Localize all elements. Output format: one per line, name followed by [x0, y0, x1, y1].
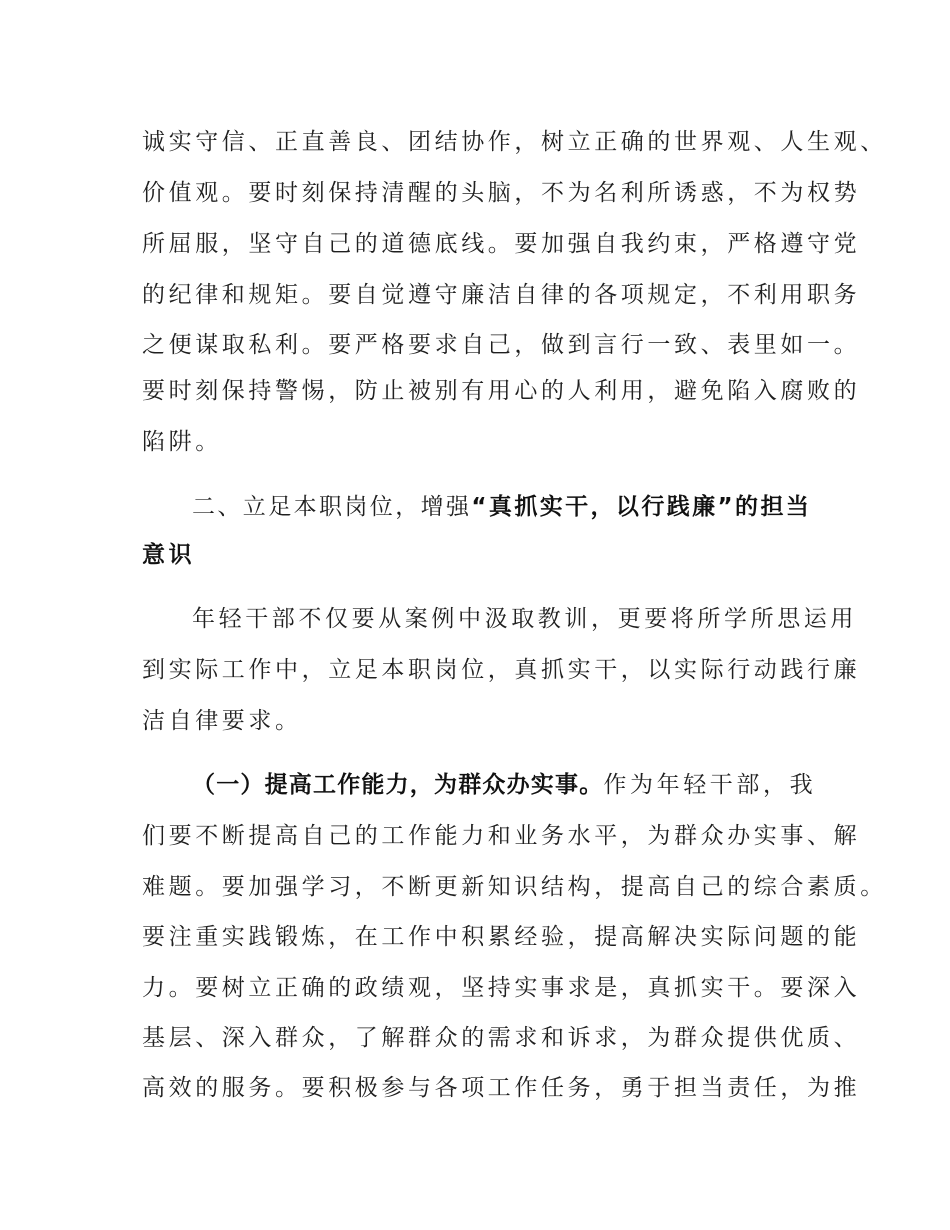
section-heading-line-2: 意识 — [142, 542, 196, 568]
paragraph-3-line-1 — [192, 769, 816, 801]
paragraph-3-line-3: 难题。要加强学习，不断更新知识结构，提高自己的综合素质。 — [142, 874, 887, 900]
section-heading-prefix: 二、立足本职岗位，增强 — [192, 494, 472, 520]
paragraph-1-line-5: 之便谋取私利。要严格要求自己，做到言行一致、表里如一。 — [142, 332, 861, 358]
paragraph-1-line-1: 诚实守信、正直善良、团结协作，树立正确的世界观、人生观、 — [142, 129, 887, 155]
paragraph-3-line-5: 力。要树立正确的政绩观，坚持实事求是，真抓实干。要深入 — [142, 975, 861, 1001]
paragraph-1-line-7: 陷阱。 — [142, 429, 222, 455]
paragraph-3-line-4: 要注重实践锻炼，在工作中积累经验，提高解决实际问题的能 — [142, 924, 861, 950]
paragraph-1-line-4: 的纪律和规矩。要自觉遵守廉洁自律的各项规定，不利用职务 — [142, 282, 861, 308]
paragraph-3-lead-rest: 作为年轻干部，我 — [603, 772, 817, 798]
paragraph-3-line-7: 高效的服务。要积极参与各项工作任务，勇于担当责任，为推 — [142, 1075, 861, 1101]
paragraph-2-line-2: 到实际工作中，立足本职岗位，真抓实干，以实际行动践行廉 — [142, 657, 861, 683]
paragraph-1-line-3: 所屈服，坚守自己的道德底线。要加强自我约束，严格遵守党 — [142, 231, 861, 257]
paragraph-3-line-2: 们要不断提高自己的工作能力和业务水平，为群众办实事、解 — [142, 823, 861, 849]
paragraph-1-line-2: 价值观。要时刻保持清醒的头脑，不为名利所诱惑，不为权势 — [142, 180, 861, 206]
paragraph-2-line-3: 洁自律要求。 — [142, 708, 302, 734]
paragraph-3-lead-bold: （一）提高工作能力，为群众办实事。 — [192, 772, 604, 798]
paragraph-3-line-6: 基层、深入群众，了解群众的需求和诉求，为群众提供优质、 — [142, 1025, 861, 1051]
paragraph-1-line-6: 要时刻保持警惕，防止被别有用心的人利用，避免陷入腐败的 — [142, 378, 861, 404]
section-heading-suffix: 的担当 — [735, 494, 812, 520]
paragraph-2-line-1: 年轻干部不仅要从案例中汲取教训，更要将所学所思运用 — [192, 606, 857, 632]
section-heading-emphasis: “真抓实干，以行践廉” — [471, 494, 736, 520]
section-heading — [192, 491, 811, 523]
